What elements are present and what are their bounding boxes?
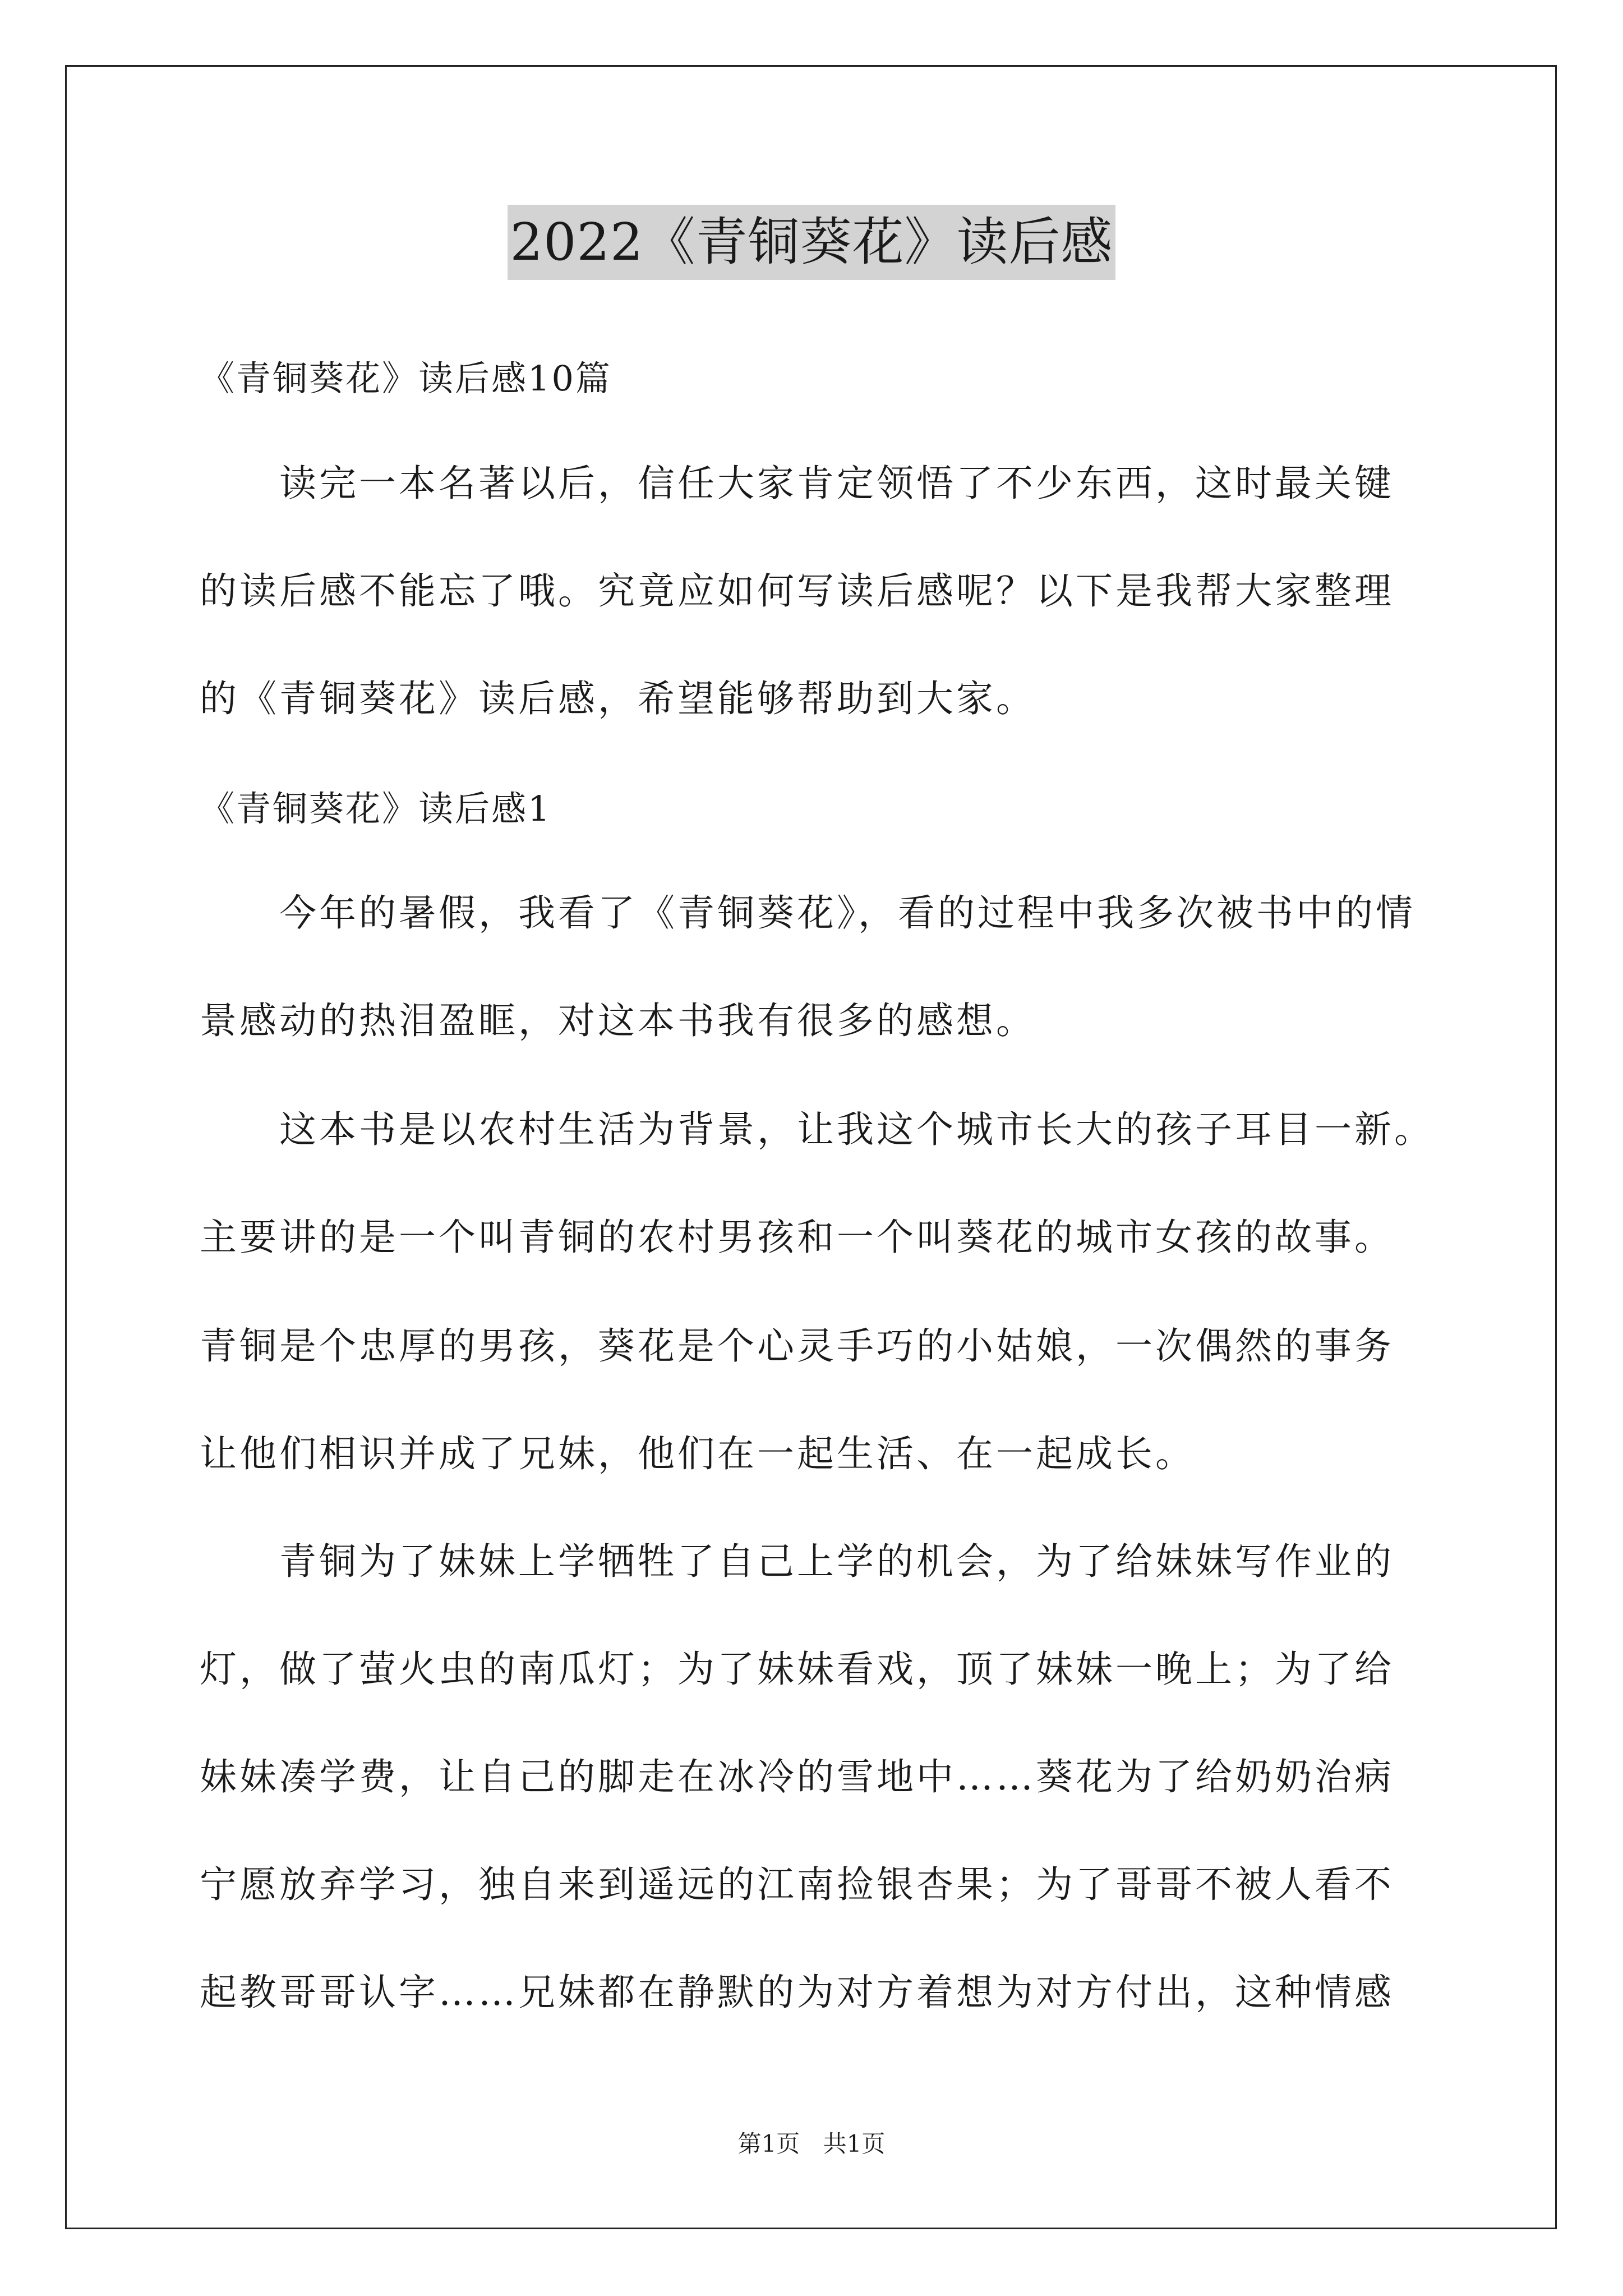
paragraph-line: 读完一本名著以后，信任大家肯定领悟了不少东西，这时最关键 [279, 462, 1394, 505]
paragraph-line: 今年的暑假，我看了《青铜葵花》，看的过程中我多次被书中的情 [279, 891, 1415, 935]
paragraph-line: 让他们相识并成了兄妹，他们在一起生活、在一起成长。 [200, 1432, 1195, 1475]
paragraph-line: 景感动的热泪盈眶，对这本书我有很多的感想。 [200, 999, 1036, 1042]
page-footer [0, 2127, 1623, 2161]
paragraph-line: 妹妹凑学费，让自己的脚走在冰冷的雪地中……葵花为了给奶奶治病 [200, 1755, 1394, 1798]
paragraph-line: 灯，做了萤火虫的南瓜灯；为了妹妹看戏，顶了妹妹一晚上；为了给 [200, 1648, 1394, 1691]
paragraph-line: 这本书是以农村生活为背景，让我这个城市长大的孩子耳目一新。 [279, 1108, 1434, 1151]
paragraph-line: 主要讲的是一个叫青铜的农村男孩和一个叫葵花的城市女孩的故事。 [200, 1216, 1394, 1259]
document-title: 2022《青铜葵花》读后感 [508, 205, 1115, 280]
paragraph-line: 青铜为了妹妹上学牺牲了自己上学的机会，为了给妹妹写作业的 [279, 1540, 1394, 1583]
page-number-current: 第1页 [737, 2130, 800, 2157]
subtitle-line: 《青铜葵花》读后感10篇 [200, 358, 612, 399]
page-number-total: 共1页 [823, 2130, 886, 2157]
paragraph-line: 的读后感不能忘了哦。究竟应如何写读后感呢？以下是我帮大家整理 [200, 569, 1394, 613]
title-container [0, 205, 1623, 280]
section-heading: 《青铜葵花》读后感1 [200, 788, 552, 829]
paragraph-line: 的《青铜葵花》读后感，希望能够帮助到大家。 [200, 677, 1036, 720]
paragraph-line: 宁愿放弃学习，独自来到遥远的江南捡银杏果；为了哥哥不被人看不 [200, 1863, 1394, 1906]
paragraph-line: 青铜是个忠厚的男孩，葵花是个心灵手巧的小姑娘，一次偶然的事务 [200, 1324, 1394, 1368]
paragraph-line: 起教哥哥认字……兄妹都在静默的为对方着想为对方付出，这种情感 [200, 1971, 1394, 2014]
